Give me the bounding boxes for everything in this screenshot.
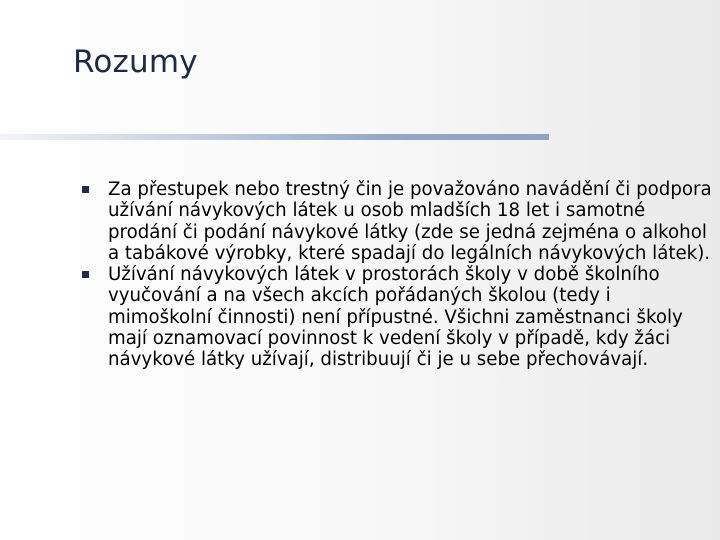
bullet-text: Užívání návykových látek v prostorách školy v době školního vyučování a na všech akcích pořádaných školou (tedy i mimoškolní činnosti) není přípustné. Všichni zaměstnanci školy mají oznamovací povinnost k vedení školy v případě, kdy žáci návykové látky užívají, distribuují či je u sebe přechovávají. bbox=[108, 264, 683, 371]
bullet-item bbox=[82, 264, 712, 370]
title-divider bbox=[0, 134, 549, 140]
bullet-list bbox=[82, 179, 712, 371]
bullet-item bbox=[82, 179, 712, 264]
bullet-text: Za přestupek nebo trestný čin je považováno navádění či podpora užívání návykových látek u osob mladších 18 let i samotné prodání či podání návykové látky (zde se jedná zejména o alkohol a tabákové výrobky, které spadají do legálních návykových látek). bbox=[108, 179, 712, 264]
square-bullet-icon bbox=[82, 271, 89, 278]
square-bullet-icon bbox=[82, 186, 89, 193]
slide-title: Rozumy bbox=[73, 44, 198, 80]
